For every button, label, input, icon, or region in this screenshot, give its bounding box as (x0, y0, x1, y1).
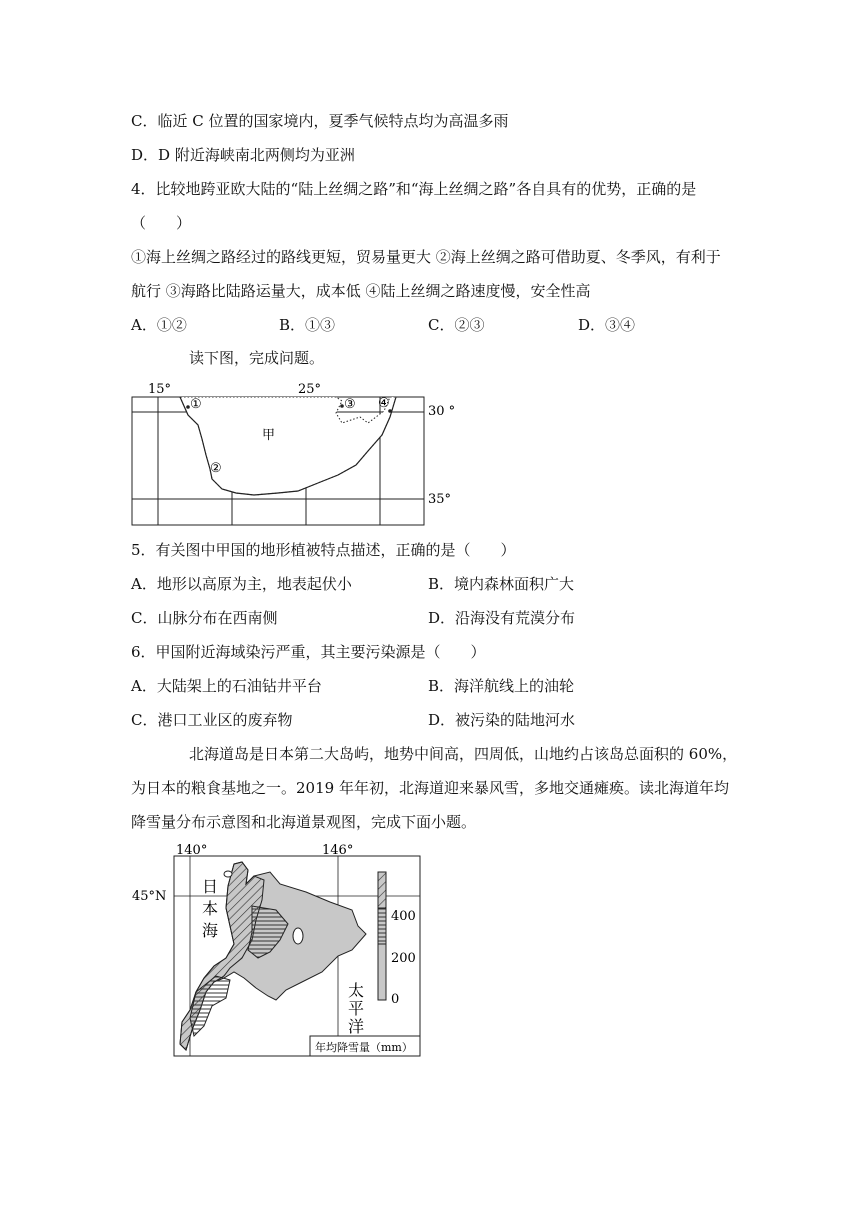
marker-3: ③ (344, 397, 356, 412)
sea-of-japan-char-3: 海 (202, 921, 219, 940)
lat-label-top: 30 ° (428, 404, 456, 419)
q4-items: ①海上丝绸之路经过的路线更短，贸易量更大 ②海上丝绸之路可借助夏、冬季风，有利于 (131, 248, 721, 266)
lon-label-146: 146° (322, 843, 354, 858)
q4-option-a: A．①② (131, 316, 187, 334)
q6-option-a: A．大陆架上的石油钻井平台 (131, 677, 322, 695)
marker-1: ① (190, 397, 202, 412)
marker-2: ② (210, 461, 222, 476)
marker-4: ④ (378, 396, 390, 411)
q3-option-d: D．D 附近海峡南北两侧均为亚洲 (131, 146, 355, 164)
q6-option-b: B．海洋航线上的油轮 (428, 677, 575, 695)
pacific-char-3: 洋 (348, 1017, 365, 1036)
legend-value-0: 0 (391, 992, 400, 1007)
legend-value-200: 200 (391, 951, 416, 966)
q4-option-c: C．②③ (428, 316, 485, 334)
q4-option-d: D．③④ (578, 316, 636, 334)
q4-stem-bracket: （ ） (131, 214, 192, 232)
q5-option-d: D．沿海没有荒漠分布 (428, 609, 576, 627)
lon-label-right: 25° (298, 382, 322, 397)
q5-option-a: A．地形以高原为主，地表起伏小 (131, 575, 352, 593)
q5-stem: 5．有关图中甲国的地形植被特点描述，正确的是（ ） (131, 541, 516, 559)
sea-of-japan-char-1: 日 (202, 877, 219, 896)
hokkaido-snowfall-map (130, 840, 430, 1060)
passage-line-1: 北海道岛是日本第二大岛屿，地势中间高，四周低，山地约占该岛总面积的 60%， (189, 745, 738, 763)
sea-of-japan-char-2: 本 (202, 899, 219, 918)
south-africa-map (128, 377, 458, 527)
lon-label-140: 140° (176, 843, 208, 858)
passage-line-2: 为日本的粮食基地之一。2019 年年初，北海道迎来暴风雪，多地交通瘫痪。读北海道年均 (131, 779, 729, 797)
q4-stem: 4．比较地跨亚欧大陆的“陆上丝绸之路”和“海上丝绸之路”各自具有的优势，正确的是 (131, 180, 697, 198)
q5-option-c: C．山脉分布在西南侧 (131, 609, 278, 627)
lat-label-bottom: 35° (428, 492, 452, 507)
q5-option-b: B．境内森林面积广大 (428, 575, 575, 593)
legend-title: 年均降雪量（mm） (315, 1041, 413, 1054)
passage-line-3: 降雪量分布示意图和北海道景观图，完成下面小题。 (131, 813, 477, 831)
figure-intro: 读下图，完成问题。 (189, 349, 325, 367)
q4-option-b: B．①③ (279, 316, 336, 334)
country-label: 甲 (262, 428, 276, 443)
lon-label-left: 15° (148, 382, 172, 397)
q6-option-c: C．港口工业区的废弃物 (131, 711, 293, 729)
pacific-char-2: 平 (348, 999, 365, 1018)
q4-items-cont: 航行 ③海路比陆路运量大，成本低 ④陆上丝绸之路速度慢，安全性高 (131, 282, 591, 300)
q6-option-d: D．被污染的陆地河水 (428, 711, 576, 729)
pacific-char-1: 太 (348, 981, 365, 1000)
legend-value-400: 400 (391, 909, 416, 924)
q6-stem: 6．甲国附近海域染污严重，其主要污染源是（ ） (131, 643, 486, 661)
lat-label-45n: 45°N (132, 889, 167, 904)
q3-option-c: C．临近 C 位置的国家境内，夏季气候特点均为高温多雨 (131, 112, 509, 130)
